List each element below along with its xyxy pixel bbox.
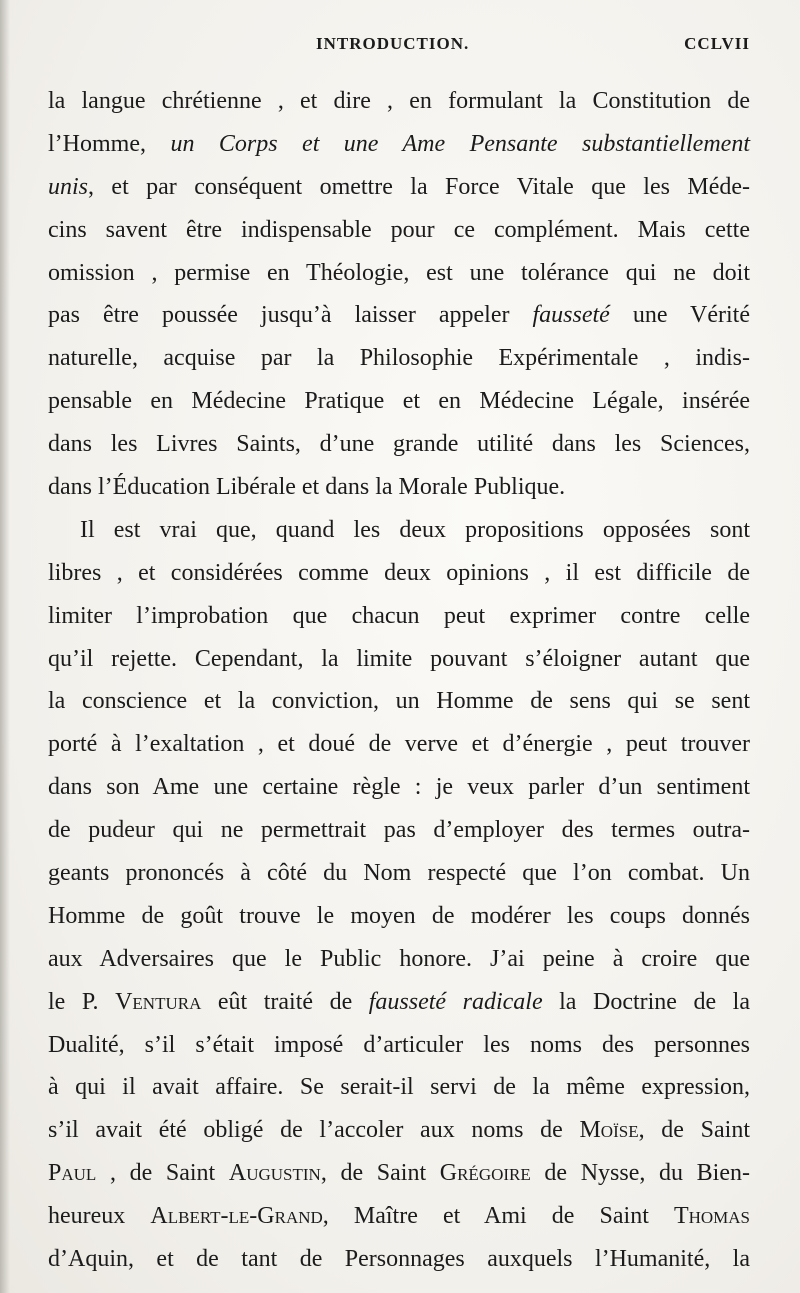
text-run: Dualité, s’il s’était imposé d’articuler les noms des personnes [48,1031,750,1058]
text-line [48,981,750,1024]
text-line [48,123,750,166]
text-line [48,380,750,423]
paragraph [48,509,750,1281]
text-line [48,423,750,466]
text-run: , de Saint [320,1160,440,1187]
text-line [48,1195,750,1238]
text-run: d’Aquin, et de tant de Personnages auxquels l’Humanité, la [48,1246,750,1273]
gutter-shadow [0,0,10,1293]
text-run: Il est vrai que, quand les deux propositions opposées sont [80,516,750,543]
text-run: aux Adversaires que le Public honore. J’ai peine à croire que [48,945,750,972]
text-line [48,1066,750,1109]
body-text [48,80,750,1281]
italic-text: un Corps et une Ame Pensante substantiellement [170,130,750,157]
text-line [48,166,750,209]
small-caps-name: Moïse [579,1117,639,1144]
small-caps-name: Thomas [673,1203,751,1230]
text-run: dans l’Éducation Libérale et dans la Morale Publique. [48,474,566,501]
text-run: le P. [48,988,116,1015]
text-run: la Doctrine de la [542,988,750,1015]
text-line [48,809,750,852]
paragraph [48,80,750,509]
text-line [48,337,750,380]
running-head [48,34,750,60]
text-run: une Vérité [609,302,750,329]
text-run: heureux [48,1203,151,1230]
text-line [48,252,750,295]
text-line [48,80,750,123]
text-line [48,1152,750,1195]
text-run: à qui il avait affaire. Se serait-il servi de la même expression, [48,1074,750,1101]
text-line [48,680,750,723]
text-line [48,938,750,981]
italic-text: fausseté [532,302,610,329]
text-run: porté à l’exaltation , et doué de verve et d’énergie , peut trouver [48,731,750,758]
small-caps-name: Paul [48,1160,97,1187]
text-line [48,595,750,638]
text-run: la langue chrétienne , et dire , en formulant la Constitution de [48,88,750,114]
text-run: cins savent être indispensable pour ce complément. Mais cette [48,216,750,243]
text-line [48,209,750,252]
text-run: naturelle, acquise par la Philosophie Expérimentale , indis- [48,345,750,372]
text-line [48,1024,750,1067]
text-run: qu’il rejette. Cependant, la limite pouvant s’éloigner autant que [48,645,750,672]
text-line [48,1238,750,1281]
text-run: de pudeur qui ne permettrait pas d’employer des termes outra- [48,817,750,844]
text-line [48,294,750,337]
text-run: dans les Livres Saints, d’une grande utilité dans les Sciences, [48,431,750,458]
text-line [48,852,750,895]
text-line [48,723,750,766]
text-run: eût traité de [201,988,369,1015]
small-caps-name: Ventura [115,988,202,1015]
text-run: la conscience et la conviction, un Homme de sens qui se sent [48,688,750,715]
text-run: pensable en Médecine Pratique et en Médecine Légale, insérée [48,388,750,415]
text-run: l’Homme, [48,130,171,157]
text-line [48,466,750,509]
page-number: CCLVII [684,34,750,53]
text-line [48,895,750,938]
running-head-title: INTRODUCTION. [316,34,470,53]
text-line [48,766,750,809]
text-run: , de Saint [96,1160,229,1187]
italic-text: unis [48,173,89,200]
text-line [48,1109,750,1152]
text-run: omission , permise en Théologie, est une tolérance qui ne doit [48,259,750,286]
text-run: Homme de goût trouve le moyen de modérer les coups donnés [48,902,750,929]
text-line [48,638,750,681]
text-run: , de Saint [638,1117,750,1144]
text-line [48,509,750,552]
text-run: dans son Ame une certaine règle : je veux parler d’un sentiment [48,774,750,801]
small-caps-name: Grégoire [439,1160,531,1187]
text-run: geants prononcés à côté du Nom respecté que l’on combat. Un [48,860,750,887]
text-run: de Nysse, du Bien- [530,1160,750,1187]
small-caps-name: Augustin [228,1160,321,1187]
text-run: , et par conséquent omettre la Force Vitale que les Méde- [88,173,750,200]
text-run: libres , et considérées comme deux opinions , il est difficile de [48,559,750,586]
small-caps-name: Albert-le-Grand [150,1203,323,1230]
text-line [48,552,750,595]
italic-text: fausseté radicale [368,988,543,1015]
text-run: , Maître et Ami de Saint [322,1203,674,1230]
text-run: pas être poussée jusqu’à laisser appeler [48,302,533,329]
text-run: limiter l’improbation que chacun peut exprimer contre celle [48,602,750,629]
text-run: s’il avait été obligé de l’accoler aux noms de [48,1117,580,1144]
